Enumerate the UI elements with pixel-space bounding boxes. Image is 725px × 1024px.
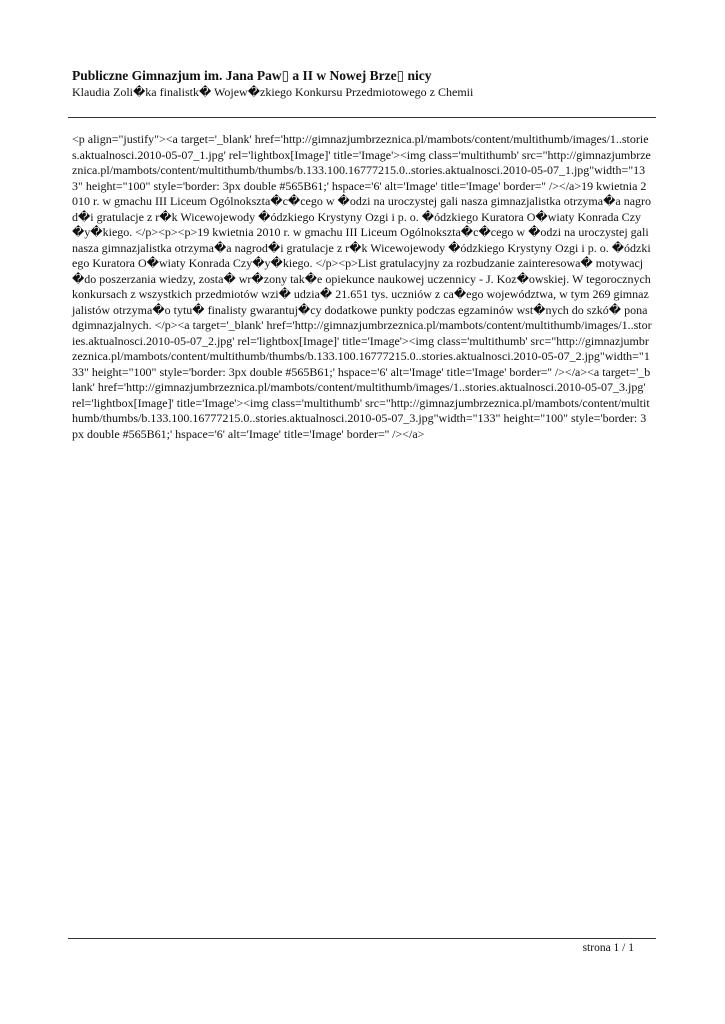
document-title: Publiczne Gimnazjum im. Jana Paw▯ a II w Nowej Brze▯ nicy	[72, 68, 432, 83]
footer-divider	[68, 938, 656, 939]
header-divider	[68, 117, 656, 118]
page-number: strona 1 / 1	[582, 942, 634, 954]
document-body: <p align="justify"><a target='_blank' href='http://gimnazjumbrzeznica.pl/mambots/content/multithumb/images/1..stories.aktualnosci.2010-05-07_1.jpg' rel='lightbox[Image]' title='Image'><img class='multithumb' src="http://gimnazjumbrzeznica.pl/mambots/content/multithumb/thumbs/b.133.100.16777215.0..stories.aktualnosci.2010-05-07_1.jpg"width="133" height="100" style='border: 3px double #565B61;' hspace='6' alt='Image' title='Image' border='' /></a>19 kwietnia 2010 r. w gmachu III Liceum Ogólnokszta�c�cego w �odzi na uroczystej gali nasza gimnazjalistka otrzyma�a nagrod�i gratulacje z r�k Wicewojewody �ódzkiego Krystyny Ozgi i p. o. �ódzkiego Kuratora O�wiaty Konrada Czy�y�kiego. </p><p><p>19 kwietnia 2010 r. w gmachu III Liceum Ogólnokszta�c�cego w �odzi na uroczystej gali nasza gimnazjalistka otrzyma�a nagrod�i gratulacje z r�k Wicewojewody �ódzkiego Krystyny Ozgi i p. o. �ódzkiego Kuratora O�wiaty Konrada Czy�y�kiego. </p><p>List gratulacyjny za rozbudzanie zainteresowa� motywacj�do poszerzania wiedzy, zosta� wr�zony tak�e opiekunce naukowej uczennicy - J. Koz�owskiej. W tegorocznych konkursach z wszystkich przedmiotów wzi� udzia� 21.651 tys. uczniów z ca�ego województwa, w tym 269 gimnazjalistów otrzyma�o tytu� finalisty gwarantuj�cy dodatkowe punkty podczas egzaminów wst�nych do szkó� ponadgimnazjalnych. </p><a target='_blank' href='http://gimnazjumbrzeznica.pl/mambots/content/multithumb/images/1..stories.aktualnosci.2010-05-07_2.jpg' rel='lightbox[Image]' title='Image'><img class='multithumb' src="http://gimnazjumbrzeznica.pl/mambots/content/multithumb/thumbs/b.133.100.16777215.0..stories.aktualnosci.2010-05-07_2.jpg"width="133" height="100" style='border: 3px double #565B61;' hspace='6' alt='Image' title='Image' border='' /></a><a target='_blank' href='http://gimnazjumbrzeznica.pl/mambots/content/multithumb/images/1..stories.aktualnosci.2010-05-07_3.jpg' rel='lightbox[Image]' title='Image'><img class='multithumb' src="http://gimnazjumbrzeznica.pl/mambots/content/multithumb/thumbs/b.133.100.16777215.0..stories.aktualnosci.2010-05-07_3.jpg"width="133" height="100" style='border: 3px double #565B61;' hspace='6' alt='Image' title='Image' border='' /></a>	[72, 132, 652, 441]
document-header	[72, 68, 658, 100]
document-subtitle: Klaudia Zoli�ka finalistk� Wojew�zkiego Konkursu Przedmiotowego z Chemii	[72, 85, 474, 99]
